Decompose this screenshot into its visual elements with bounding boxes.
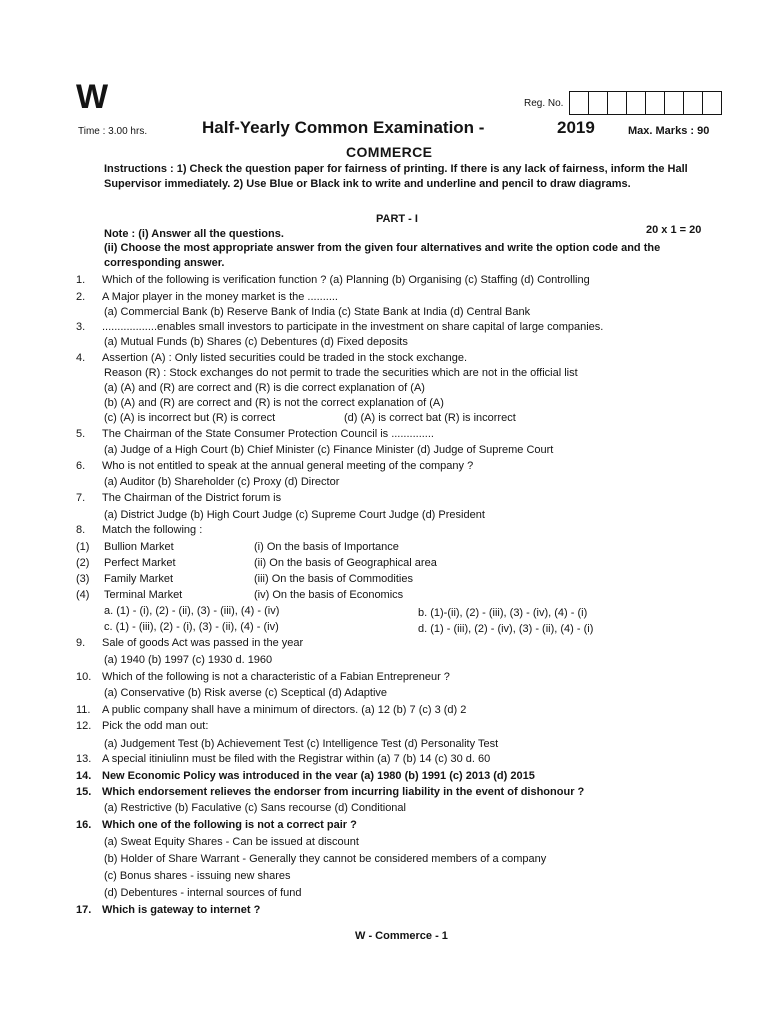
options-5: (a) Judge of a High Court (b) Chief Minister (c) Finance Minister (d) Judge of Supreme Court — [104, 444, 554, 456]
match-number: (1) — [76, 541, 90, 553]
question-6 — [76, 459, 473, 473]
question-10 — [76, 670, 450, 684]
match-number: (2) — [76, 557, 90, 569]
question-number: 16. — [76, 819, 92, 831]
question-number: 4. — [76, 352, 86, 364]
question-number: 15. — [76, 786, 92, 798]
reg-no-boxes — [569, 91, 722, 115]
option-8c: c. (1) - (iii), (2) - (i), (3) - (ii), (4) - (iv) — [104, 621, 279, 633]
option-8a: a. (1) - (i), (2) - (ii), (3) - (iii), (4) - (iv) — [104, 605, 280, 617]
question-text: Who is not entitled to speak at the annual general meeting of the company ? — [102, 460, 474, 472]
question-text: Pick the odd man out: — [102, 720, 209, 732]
series-code: W — [76, 78, 109, 116]
question-text: Which is gateway to internet ? — [102, 904, 261, 916]
options-3: (a) Mutual Funds (b) Shares (c) Debentures (d) Fixed deposits — [104, 336, 408, 348]
match-item-a: Family Market — [104, 573, 174, 585]
question-text: ..................enables small investors to participate in the investment on share capital of large companies. — [102, 321, 604, 333]
question-number: 9. — [76, 637, 86, 649]
question-5 — [76, 427, 434, 441]
question-number: 17. — [76, 904, 92, 916]
page-footer: W - Commerce - 1 — [355, 930, 448, 942]
options-6: (a) Auditor (b) Shareholder (c) Proxy (d) Director — [104, 476, 340, 488]
question-3 — [76, 320, 603, 334]
question-text: Which endorsement relieves the endorser from incurring liability in the event of dishonour ? — [102, 786, 585, 798]
question-number: 2. — [76, 291, 86, 303]
option-8b: b. (1)-(ii), (2) - (iii), (3) - (iv), (4) - (i) — [418, 607, 588, 619]
part-score: 20 x 1 = 20 — [646, 224, 702, 236]
question-number: 8. — [76, 524, 86, 536]
match-item-a: Bullion Market — [104, 541, 174, 553]
reason-4: Reason (R) : Stock exchanges do not permit to trade the securities which are not in the official list — [104, 367, 578, 379]
question-text: The Chairman of the District forum is — [102, 492, 282, 504]
question-16 — [76, 818, 357, 832]
question-text: Which of the following is verification function ? (a) Planning (b) Organising (c) Staffing (d) Controlling — [102, 274, 590, 286]
match-item-b: (i) On the basis of Importance — [254, 541, 399, 553]
question-12 — [76, 719, 208, 733]
match-item-a: Terminal Market — [104, 589, 183, 601]
options-15: (a) Restrictive (b) Faculative (c) Sans recourse (d) Conditional — [104, 802, 406, 814]
question-17 — [76, 903, 260, 917]
question-8 — [76, 523, 202, 537]
question-9 — [76, 636, 303, 650]
question-number: 12. — [76, 720, 92, 732]
max-marks: Max. Marks : 90 — [628, 125, 710, 137]
question-15 — [76, 785, 584, 799]
question-1 — [76, 273, 590, 287]
match-number: (3) — [76, 573, 90, 585]
reg-no-label: Reg. No. — [524, 97, 564, 109]
part-heading: PART - I — [376, 213, 418, 225]
options-10: (a) Conservative (b) Risk averse (c) Sceptical (d) Adaptive — [104, 687, 388, 699]
option-16c: (c) Bonus shares - issuing new shares — [104, 870, 291, 882]
question-4 — [76, 351, 467, 365]
question-text: Assertion (A) : Only listed securities could be traded in the stock exchange. — [102, 352, 468, 364]
question-14 — [76, 769, 535, 783]
subject-title: COMMERCE — [346, 144, 433, 160]
match-item-b: (ii) On the basis of Geographical area — [254, 557, 437, 569]
question-number: 7. — [76, 492, 86, 504]
instructions: Instructions : 1) Check the question paper for fairness of printing. If there is any lack of fairness, inform the Hall Supervisor immediately. 2) Use Blue or Black ink to write and underline and pencil to draw diagrams. — [104, 163, 688, 190]
options-12: (a) Judgement Test (b) Achievement Test (c) Intelligence Test (d) Personality Test — [104, 738, 499, 750]
question-text: Match the following : — [102, 524, 203, 536]
exam-year: 2019 — [557, 118, 595, 137]
match-item-b: (iii) On the basis of Commodities — [254, 573, 413, 585]
question-text: Which one of the following is not a correct pair ? — [102, 819, 357, 831]
options-2: (a) Commercial Bank (b) Reserve Bank of India (c) State Bank at India (d) Central Bank — [104, 306, 531, 318]
match-item-b: (iv) On the basis of Economics — [254, 589, 404, 601]
question-number: 6. — [76, 460, 86, 472]
question-number: 3. — [76, 321, 86, 333]
match-item-a: Perfect Market — [104, 557, 176, 569]
exam-time: Time : 3.00 hrs. — [78, 126, 148, 137]
question-7 — [76, 491, 281, 505]
option-4c: (c) (A) is incorrect but (R) is correct — [104, 412, 276, 424]
question-number: 5. — [76, 428, 86, 440]
exam-title: Half-Yearly Common Examination - — [202, 118, 485, 137]
note-line-2: (ii) Choose the most appropriate answer from the given four alternatives and write the option code and the corresponding answer. — [104, 242, 661, 269]
question-text: A special itiniulinn must be filed with the Registrar within (a) 7 (b) 14 (c) 30 d. 60 — [102, 753, 491, 765]
option-4d: (d) (A) is correct bat (R) is incorrect — [344, 412, 516, 424]
question-text: A public company shall have a minimum of directors. (a) 12 (b) 7 (c) 3 (d) 2 — [102, 704, 467, 716]
question-number: 13. — [76, 753, 92, 765]
options-7: (a) District Judge (b) High Court Judge (c) Supreme Court Judge (d) President — [104, 509, 485, 521]
question-text: New Economic Policy was introduced in the vear (a) 1980 (b) 1991 (c) 2013 (d) 2015 — [102, 770, 535, 782]
option-4a: (a) (A) and (R) are correct and (R) is die correct explanation of (A) — [104, 382, 425, 394]
note-line-1: Note : (i) Answer all the questions. — [104, 228, 284, 240]
question-text: Sale of goods Act was passed in the year — [102, 637, 304, 649]
question-2 — [76, 290, 338, 304]
option-16d: (d) Debentures - internal sources of fund — [104, 887, 302, 899]
option-8d: d. (1) - (iii), (2) - (iv), (3) - (ii), (4) - (i) — [418, 623, 594, 635]
question-text: Which of the following is not a characteristic of a Fabian Entrepreneur ? — [102, 671, 450, 683]
options-9: (a) 1940 (b) 1997 (c) 1930 d. 1960 — [104, 654, 273, 666]
option-4b: (b) (A) and (R) are correct and (R) is not the correct explanation of (A) — [104, 397, 444, 409]
question-number: 10. — [76, 671, 92, 683]
question-11 — [76, 703, 466, 717]
question-text: A Major player in the money market is the .......... — [102, 291, 338, 303]
question-number: 1. — [76, 274, 86, 286]
match-number: (4) — [76, 589, 90, 601]
question-text: The Chairman of the State Consumer Protection Council is .............. — [102, 428, 434, 440]
question-13 — [76, 752, 490, 766]
reg-no-field — [524, 91, 722, 115]
question-number: 14. — [76, 770, 92, 782]
option-16a: (a) Sweat Equity Shares - Can be issued at discount — [104, 836, 359, 848]
option-16b: (b) Holder of Share Warrant - Generally they cannot be considered members of a company — [104, 853, 547, 865]
question-number: 11. — [76, 704, 91, 716]
